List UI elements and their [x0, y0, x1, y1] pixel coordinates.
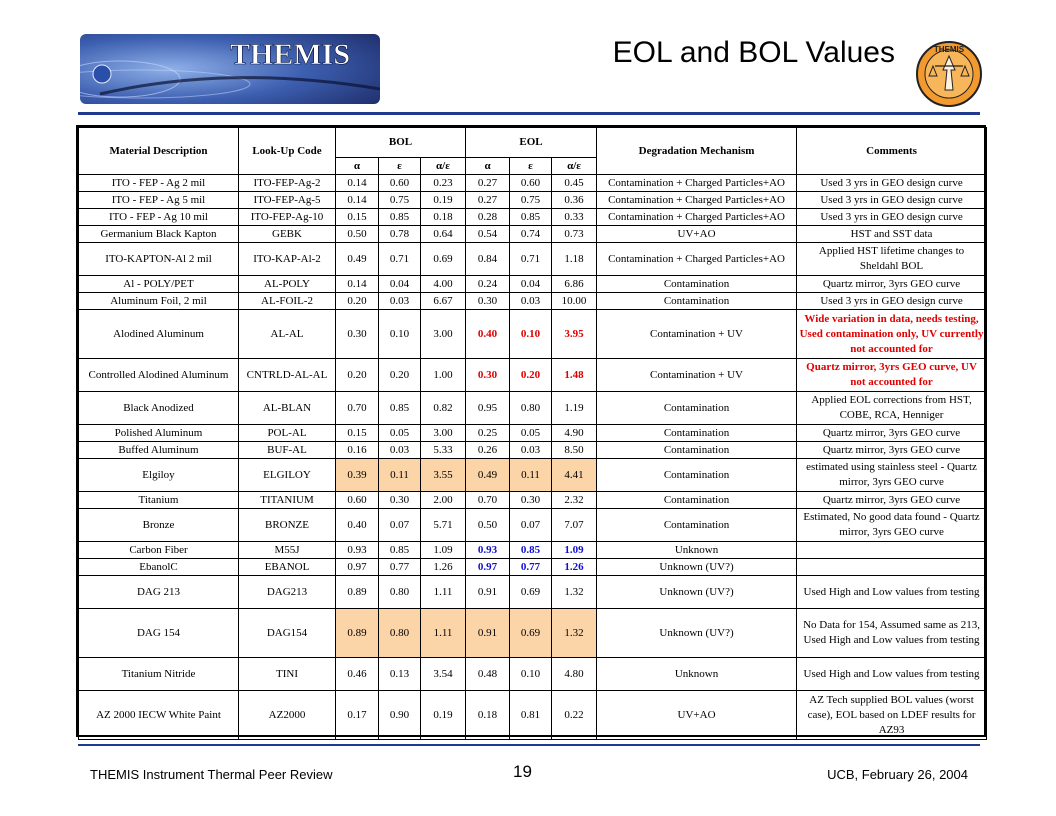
comment-cell: Quartz mirror, 3yrs GEO curve: [797, 425, 987, 442]
material-cell: Bronze: [79, 509, 239, 542]
eol-ratio-cell: 0.33: [552, 209, 597, 226]
table-row: [79, 658, 987, 691]
header-eol: EOL: [466, 128, 597, 158]
header-bol-epsilon: ε: [379, 158, 421, 175]
footer-right: UCB, February 26, 2004: [827, 767, 968, 782]
bol-alpha-cell: 0.20: [336, 293, 379, 310]
comment-cell: Used High and Low values from testing: [797, 576, 987, 609]
table-row: [79, 293, 987, 310]
eol-alpha-cell: 0.30: [466, 359, 510, 392]
material-cell: Carbon Fiber: [79, 542, 239, 559]
eol-alpha-cell: 0.18: [466, 691, 510, 740]
material-cell: Aluminum Foil, 2 mil: [79, 293, 239, 310]
comment-cell: Used 3 yrs in GEO design curve: [797, 293, 987, 310]
eol-alpha-cell: 0.49: [466, 459, 510, 492]
material-cell: ITO-KAPTON-Al 2 mil: [79, 243, 239, 276]
bol-alpha-cell: 0.14: [336, 192, 379, 209]
bol-alpha-cell: 0.70: [336, 392, 379, 425]
lookup-code-cell: ITO-FEP-Ag-5: [239, 192, 336, 209]
eol-epsilon-cell: 0.69: [510, 576, 552, 609]
header-degradation: Degradation Mechanism: [597, 128, 797, 175]
comment-cell: AZ Tech supplied BOL values (worst case), EOL based on LDEF results for AZ93: [797, 691, 987, 740]
eol-ratio-cell: 2.32: [552, 492, 597, 509]
material-cell: Buffed Aluminum: [79, 442, 239, 459]
table-row: [79, 392, 987, 425]
material-cell: ITO - FEP - Ag 2 mil: [79, 175, 239, 192]
bol-ratio-cell: 5.71: [421, 509, 466, 542]
eol-epsilon-cell: 0.20: [510, 359, 552, 392]
lookup-code-cell: ITO-FEP-Ag-2: [239, 175, 336, 192]
comment-cell: Quartz mirror, 3yrs GEO curve: [797, 492, 987, 509]
bol-alpha-cell: 0.17: [336, 691, 379, 740]
bol-epsilon-cell: 0.85: [379, 542, 421, 559]
eol-ratio-cell: 4.41: [552, 459, 597, 492]
bol-ratio-cell: 0.19: [421, 691, 466, 740]
bol-ratio-cell: 0.19: [421, 192, 466, 209]
header-bol-ratio: α/ε: [421, 158, 466, 175]
bol-epsilon-cell: 0.11: [379, 459, 421, 492]
material-cell: Al - POLY/PET: [79, 276, 239, 293]
bol-epsilon-cell: 0.04: [379, 276, 421, 293]
eol-ratio-cell: 0.36: [552, 192, 597, 209]
eol-ratio-cell: 4.80: [552, 658, 597, 691]
bol-epsilon-cell: 0.07: [379, 509, 421, 542]
bol-epsilon-cell: 0.78: [379, 226, 421, 243]
lookup-code-cell: AL-POLY: [239, 276, 336, 293]
slide-title: EOL and BOL Values: [612, 36, 895, 69]
lookup-code-cell: BRONZE: [239, 509, 336, 542]
degradation-cell: Contamination + Charged Particles+AO: [597, 175, 797, 192]
header-material: Material Description: [79, 128, 239, 175]
lookup-code-cell: AL-BLAN: [239, 392, 336, 425]
eol-alpha-cell: 0.28: [466, 209, 510, 226]
bol-ratio-cell: 5.33: [421, 442, 466, 459]
table-row: [79, 691, 987, 740]
bol-ratio-cell: 0.23: [421, 175, 466, 192]
degradation-cell: Unknown (UV?): [597, 576, 797, 609]
header-lookup: Look-Up Code: [239, 128, 336, 175]
comment-cell: Quartz mirror, 3yrs GEO curve: [797, 442, 987, 459]
bol-ratio-cell: 3.00: [421, 310, 466, 359]
comment-cell: Applied HST lifetime changes to Sheldahl BOL: [797, 243, 987, 276]
bol-ratio-cell: 0.18: [421, 209, 466, 226]
eol-epsilon-cell: 0.04: [510, 276, 552, 293]
eol-epsilon-cell: 0.85: [510, 542, 552, 559]
lookup-code-cell: DAG213: [239, 576, 336, 609]
bol-epsilon-cell: 0.80: [379, 609, 421, 658]
bol-alpha-cell: 0.40: [336, 509, 379, 542]
degradation-cell: Contamination: [597, 425, 797, 442]
comment-cell: No Data for 154, Assumed same as 213, Used High and Low values from testing: [797, 609, 987, 658]
eol-ratio-cell: 10.00: [552, 293, 597, 310]
bol-alpha-cell: 0.46: [336, 658, 379, 691]
lookup-code-cell: ITO-FEP-Ag-10: [239, 209, 336, 226]
header-bol: BOL: [336, 128, 466, 158]
degradation-cell: Contamination + Charged Particles+AO: [597, 209, 797, 226]
bol-epsilon-cell: 0.10: [379, 310, 421, 359]
table-row: [79, 226, 987, 243]
comment-cell: Applied EOL corrections from HST, COBE, RCA, Henniger: [797, 392, 987, 425]
header-rule: [78, 112, 980, 115]
eol-alpha-cell: 0.95: [466, 392, 510, 425]
eol-ratio-cell: 1.32: [552, 609, 597, 658]
eol-alpha-cell: 0.91: [466, 609, 510, 658]
eol-epsilon-cell: 0.03: [510, 293, 552, 310]
lookup-code-cell: ITO-KAP-Al-2: [239, 243, 336, 276]
eol-ratio-cell: 1.18: [552, 243, 597, 276]
table-row: [79, 192, 987, 209]
header-eol-alpha: α: [466, 158, 510, 175]
eol-alpha-cell: 0.48: [466, 658, 510, 691]
eol-epsilon-cell: 0.10: [510, 658, 552, 691]
bol-alpha-cell: 0.14: [336, 276, 379, 293]
eol-epsilon-cell: 0.03: [510, 442, 552, 459]
header-eol-ratio: α/ε: [552, 158, 597, 175]
bol-ratio-cell: 1.09: [421, 542, 466, 559]
eol-epsilon-cell: 0.69: [510, 609, 552, 658]
degradation-cell: Contamination + Charged Particles+AO: [597, 243, 797, 276]
material-cell: DAG 154: [79, 609, 239, 658]
material-cell: Polished Aluminum: [79, 425, 239, 442]
table-row: [79, 542, 987, 559]
table-row: [79, 609, 987, 658]
bol-epsilon-cell: 0.03: [379, 293, 421, 310]
degradation-cell: Unknown: [597, 658, 797, 691]
table-row: [79, 425, 987, 442]
eol-alpha-cell: 0.54: [466, 226, 510, 243]
degradation-cell: Contamination + UV: [597, 310, 797, 359]
degradation-cell: Contamination: [597, 392, 797, 425]
bol-alpha-cell: 0.60: [336, 492, 379, 509]
header-eol-epsilon: ε: [510, 158, 552, 175]
lookup-code-cell: M55J: [239, 542, 336, 559]
material-cell: Titanium: [79, 492, 239, 509]
degradation-cell: UV+AO: [597, 691, 797, 740]
material-cell: Black Anodized: [79, 392, 239, 425]
bol-ratio-cell: 1.26: [421, 559, 466, 576]
eol-ratio-cell: 1.09: [552, 542, 597, 559]
table-row: [79, 243, 987, 276]
bol-ratio-cell: 1.00: [421, 359, 466, 392]
lookup-code-cell: BUF-AL: [239, 442, 336, 459]
comment-cell: HST and SST data: [797, 226, 987, 243]
material-cell: ITO - FEP - Ag 10 mil: [79, 209, 239, 226]
footer-left: THEMIS Instrument Thermal Peer Review: [90, 767, 333, 782]
degradation-cell: Contamination: [597, 509, 797, 542]
material-cell: EbanolC: [79, 559, 239, 576]
eol-ratio-cell: 1.19: [552, 392, 597, 425]
comment-cell: Wide variation in data, needs testing, Used contamination only, UV currently not accounted for: [797, 310, 987, 359]
comment-cell: Used 3 yrs in GEO design curve: [797, 192, 987, 209]
bol-ratio-cell: 3.00: [421, 425, 466, 442]
header-bol-alpha: α: [336, 158, 379, 175]
eol-ratio-cell: 8.50: [552, 442, 597, 459]
bol-ratio-cell: 6.67: [421, 293, 466, 310]
lookup-code-cell: AL-AL: [239, 310, 336, 359]
eol-ratio-cell: 1.26: [552, 559, 597, 576]
comment-cell: Estimated, No good data found - Quartz mirror, 3yrs GEO curve: [797, 509, 987, 542]
bol-epsilon-cell: 0.80: [379, 576, 421, 609]
bol-ratio-cell: 3.55: [421, 459, 466, 492]
degradation-cell: Contamination: [597, 276, 797, 293]
header-comments: Comments: [797, 128, 987, 175]
eol-epsilon-cell: 0.07: [510, 509, 552, 542]
bol-ratio-cell: 0.64: [421, 226, 466, 243]
material-cell: Titanium Nitride: [79, 658, 239, 691]
eol-alpha-cell: 0.27: [466, 192, 510, 209]
table-row: [79, 310, 987, 359]
footer-rule: [78, 744, 980, 746]
bol-epsilon-cell: 0.77: [379, 559, 421, 576]
eol-epsilon-cell: 0.05: [510, 425, 552, 442]
bol-alpha-cell: 0.15: [336, 209, 379, 226]
bol-alpha-cell: 0.16: [336, 442, 379, 459]
bol-epsilon-cell: 0.75: [379, 192, 421, 209]
lookup-code-cell: GEBK: [239, 226, 336, 243]
eol-alpha-cell: 0.91: [466, 576, 510, 609]
degradation-cell: Contamination: [597, 492, 797, 509]
table-row: [79, 576, 987, 609]
degradation-cell: UV+AO: [597, 226, 797, 243]
comment-cell: [797, 542, 987, 559]
degradation-cell: Contamination + UV: [597, 359, 797, 392]
eol-ratio-cell: 0.22: [552, 691, 597, 740]
eol-epsilon-cell: 0.77: [510, 559, 552, 576]
eol-epsilon-cell: 0.30: [510, 492, 552, 509]
bol-epsilon-cell: 0.85: [379, 209, 421, 226]
eol-ratio-cell: 1.48: [552, 359, 597, 392]
bol-alpha-cell: 0.15: [336, 425, 379, 442]
eol-alpha-cell: 0.27: [466, 175, 510, 192]
eol-ratio-cell: 0.45: [552, 175, 597, 192]
bol-epsilon-cell: 0.30: [379, 492, 421, 509]
eol-ratio-cell: 4.90: [552, 425, 597, 442]
table-row: [79, 492, 987, 509]
bol-alpha-cell: 0.39: [336, 459, 379, 492]
lookup-code-cell: EBANOL: [239, 559, 336, 576]
bol-ratio-cell: 2.00: [421, 492, 466, 509]
material-cell: DAG 213: [79, 576, 239, 609]
degradation-cell: Contamination: [597, 459, 797, 492]
eol-epsilon-cell: 0.11: [510, 459, 552, 492]
bol-ratio-cell: 0.82: [421, 392, 466, 425]
material-cell: Germanium Black Kapton: [79, 226, 239, 243]
eol-alpha-cell: 0.30: [466, 293, 510, 310]
lookup-code-cell: POL-AL: [239, 425, 336, 442]
material-cell: AZ 2000 IECW White Paint: [79, 691, 239, 740]
comment-cell: estimated using stainless steel - Quartz mirror, 3yrs GEO curve: [797, 459, 987, 492]
lookup-code-cell: AL-FOIL-2: [239, 293, 336, 310]
comment-cell: Quartz mirror, 3yrs GEO curve, UV not accounted for: [797, 359, 987, 392]
bol-epsilon-cell: 0.90: [379, 691, 421, 740]
material-cell: ITO - FEP - Ag 5 mil: [79, 192, 239, 209]
eol-ratio-cell: 3.95: [552, 310, 597, 359]
material-cell: Controlled Alodined Aluminum: [79, 359, 239, 392]
bol-epsilon-cell: 0.13: [379, 658, 421, 691]
bol-epsilon-cell: 0.05: [379, 425, 421, 442]
eol-alpha-cell: 0.84: [466, 243, 510, 276]
degradation-cell: Contamination: [597, 442, 797, 459]
themis-seal: [915, 40, 983, 108]
table-row: [79, 276, 987, 293]
degradation-cell: Unknown (UV?): [597, 559, 797, 576]
bol-alpha-cell: 0.50: [336, 226, 379, 243]
themis-logo: [80, 34, 380, 104]
eol-alpha-cell: 0.97: [466, 559, 510, 576]
bol-alpha-cell: 0.20: [336, 359, 379, 392]
bol-alpha-cell: 0.93: [336, 542, 379, 559]
eol-epsilon-cell: 0.71: [510, 243, 552, 276]
table-row: [79, 175, 987, 192]
bol-epsilon-cell: 0.20: [379, 359, 421, 392]
table-row: [79, 559, 987, 576]
lookup-code-cell: AZ2000: [239, 691, 336, 740]
bol-epsilon-cell: 0.85: [379, 392, 421, 425]
material-cell: Alodined Aluminum: [79, 310, 239, 359]
lookup-code-cell: TITANIUM: [239, 492, 336, 509]
logo-text: THEMIS: [230, 38, 351, 71]
lookup-code-cell: CNTRLD-AL-AL: [239, 359, 336, 392]
comment-cell: Quartz mirror, 3yrs GEO curve: [797, 276, 987, 293]
degradation-cell: Unknown (UV?): [597, 609, 797, 658]
bol-alpha-cell: 0.97: [336, 559, 379, 576]
eol-alpha-cell: 0.50: [466, 509, 510, 542]
bol-ratio-cell: 4.00: [421, 276, 466, 293]
eol-alpha-cell: 0.70: [466, 492, 510, 509]
table-row: [79, 459, 987, 492]
eol-ratio-cell: 7.07: [552, 509, 597, 542]
degradation-cell: Unknown: [597, 542, 797, 559]
lookup-code-cell: DAG154: [239, 609, 336, 658]
bol-alpha-cell: 0.89: [336, 609, 379, 658]
bol-alpha-cell: 0.49: [336, 243, 379, 276]
bol-ratio-cell: 0.69: [421, 243, 466, 276]
bol-epsilon-cell: 0.71: [379, 243, 421, 276]
comment-cell: Used 3 yrs in GEO design curve: [797, 209, 987, 226]
degradation-cell: Contamination + Charged Particles+AO: [597, 192, 797, 209]
bol-ratio-cell: 3.54: [421, 658, 466, 691]
eol-alpha-cell: 0.25: [466, 425, 510, 442]
comment-cell: [797, 559, 987, 576]
seal-text: THEMIS: [933, 45, 965, 54]
eol-ratio-cell: 0.73: [552, 226, 597, 243]
lookup-code-cell: ELGILOY: [239, 459, 336, 492]
bol-epsilon-cell: 0.60: [379, 175, 421, 192]
bol-ratio-cell: 1.11: [421, 576, 466, 609]
eol-epsilon-cell: 0.10: [510, 310, 552, 359]
table-row: [79, 509, 987, 542]
bol-ratio-cell: 1.11: [421, 609, 466, 658]
eol-bol-table: [76, 125, 986, 737]
degradation-cell: Contamination: [597, 293, 797, 310]
eol-alpha-cell: 0.24: [466, 276, 510, 293]
bol-alpha-cell: 0.14: [336, 175, 379, 192]
bol-alpha-cell: 0.89: [336, 576, 379, 609]
eol-alpha-cell: 0.93: [466, 542, 510, 559]
comment-cell: Used High and Low values from testing: [797, 658, 987, 691]
comment-cell: Used 3 yrs in GEO design curve: [797, 175, 987, 192]
eol-epsilon-cell: 0.80: [510, 392, 552, 425]
eol-epsilon-cell: 0.81: [510, 691, 552, 740]
lookup-code-cell: TINI: [239, 658, 336, 691]
eol-alpha-cell: 0.26: [466, 442, 510, 459]
eol-epsilon-cell: 0.60: [510, 175, 552, 192]
eol-epsilon-cell: 0.85: [510, 209, 552, 226]
bol-alpha-cell: 0.30: [336, 310, 379, 359]
page-number: 19: [513, 762, 532, 781]
eol-alpha-cell: 0.40: [466, 310, 510, 359]
bol-epsilon-cell: 0.03: [379, 442, 421, 459]
eol-ratio-cell: 1.32: [552, 576, 597, 609]
table-row: [79, 442, 987, 459]
eol-epsilon-cell: 0.74: [510, 226, 552, 243]
table-row: [79, 359, 987, 392]
eol-ratio-cell: 6.86: [552, 276, 597, 293]
eol-epsilon-cell: 0.75: [510, 192, 552, 209]
table-row: [79, 209, 987, 226]
material-cell: Elgiloy: [79, 459, 239, 492]
